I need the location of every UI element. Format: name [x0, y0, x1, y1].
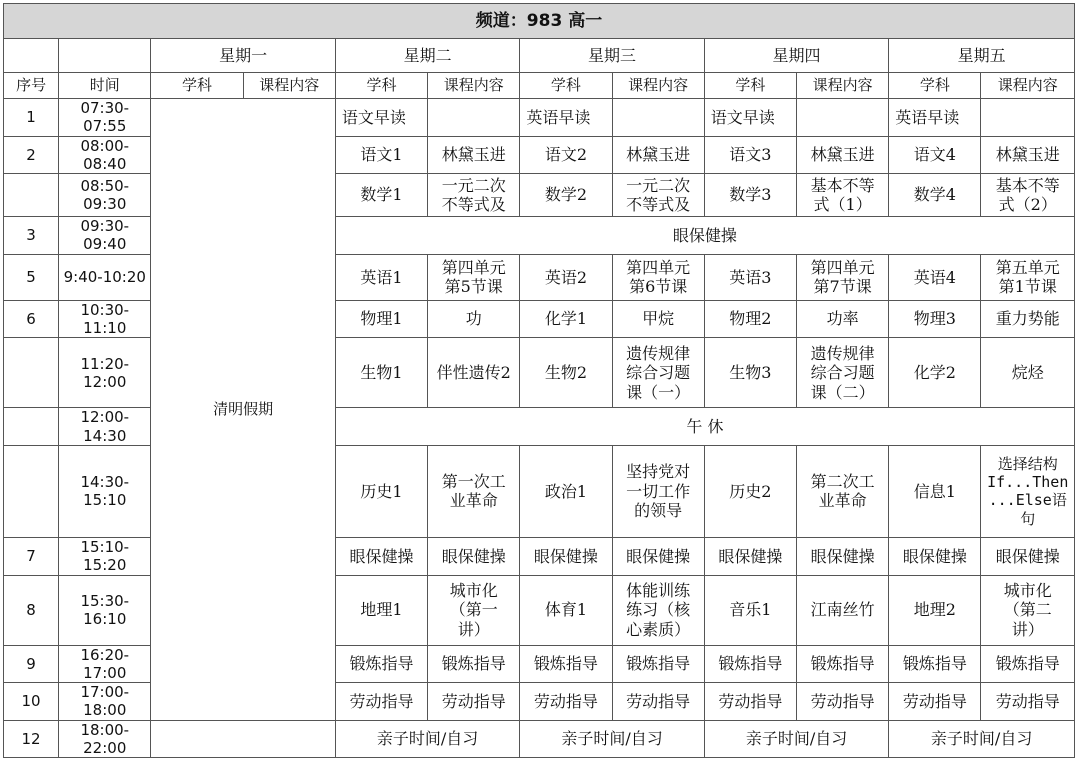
content-cell: 劳动指导: [612, 683, 704, 721]
period-index: [4, 408, 59, 446]
subject-cell: 生物3: [704, 338, 796, 408]
period-time: 08:00-08:40: [59, 136, 151, 174]
period-time: 15:30-16:10: [59, 575, 151, 645]
subject-cell: 物理1: [335, 300, 427, 338]
subject-header: 学科: [704, 73, 796, 99]
period-time: 09:30-09:40: [59, 217, 151, 255]
subject-cell: 英语4: [889, 254, 981, 300]
subject-cell: 眼保健操: [889, 537, 981, 575]
subject-cell: 眼保健操: [704, 537, 796, 575]
period-time: 08:50-09:30: [59, 174, 151, 217]
content-cell: 选择结构 If...Then ...Else语 句: [981, 445, 1075, 537]
subject-cell: 锻炼指导: [335, 645, 427, 683]
period-time: 10:30-11:10: [59, 300, 151, 338]
evening-activity-cell: 亲子时间/自习: [889, 720, 1075, 758]
content-cell: 劳动指导: [428, 683, 520, 721]
subject-header: 学科: [520, 73, 612, 99]
content-header: 课程内容: [428, 73, 520, 99]
content-cell: 眼保健操: [612, 537, 704, 575]
period-index: 1: [4, 99, 59, 137]
content-cell: 体能训练 练习（核 心素质）: [612, 575, 704, 645]
title-row: [4, 4, 1075, 39]
header-blank: [4, 39, 59, 73]
content-cell: 林黛玉进: [612, 136, 704, 174]
period-index: [4, 174, 59, 217]
period-time: 12:00-14:30: [59, 408, 151, 446]
subject-cell: 劳动指导: [520, 683, 612, 721]
evening-activity-cell: 亲子时间/自习: [704, 720, 888, 758]
subject-cell: 语文4: [889, 136, 981, 174]
content-header: 课程内容: [797, 73, 889, 99]
subject-cell: 物理3: [889, 300, 981, 338]
subject-cell: 英语2: [520, 254, 612, 300]
subject-cell: 劳动指导: [335, 683, 427, 721]
channel-title: 频道：983 高一: [4, 4, 1075, 39]
day-header: 星期四: [704, 39, 888, 73]
content-cell: 坚持党对 一切工作 的领导: [612, 445, 704, 537]
period-time: 11:20-12:00: [59, 338, 151, 408]
subject-cell: 音乐1: [704, 575, 796, 645]
subject-cell: 眼保健操: [520, 537, 612, 575]
subject-cell: 地理1: [335, 575, 427, 645]
subject-cell: 数学3: [704, 174, 796, 217]
subject-cell: 数学4: [889, 174, 981, 217]
content-cell: 基本不等 式（1）: [797, 174, 889, 217]
period-time: 14:30-15:10: [59, 445, 151, 537]
period-index: 2: [4, 136, 59, 174]
subject-cell: 英语3: [704, 254, 796, 300]
content-cell: 第二次工 业革命: [797, 445, 889, 537]
subject-cell: 历史1: [335, 445, 427, 537]
index-header: 序号: [4, 73, 59, 99]
subject-cell: 历史2: [704, 445, 796, 537]
early-reading-cell: 英语早读: [889, 99, 981, 137]
period-index: 8: [4, 575, 59, 645]
empty-cell: [981, 99, 1075, 137]
period-index: [4, 445, 59, 537]
content-cell: 林黛玉进: [428, 136, 520, 174]
subject-cell: 劳动指导: [704, 683, 796, 721]
empty-cell: [612, 99, 704, 137]
evening-activity-cell: 亲子时间/自习: [520, 720, 704, 758]
content-cell: 甲烷: [612, 300, 704, 338]
content-cell: 第四单元 第7节课: [797, 254, 889, 300]
period-time: 07:30-07:55: [59, 99, 151, 137]
schedule-row: [4, 99, 1075, 137]
content-cell: 烷烃: [981, 338, 1075, 408]
period-time: 17:00-18:00: [59, 683, 151, 721]
column-header-row: [4, 73, 1075, 99]
content-cell: 第四单元 第5节课: [428, 254, 520, 300]
subject-header: 学科: [151, 73, 243, 99]
content-cell: 江南丝竹: [797, 575, 889, 645]
subject-cell: 化学2: [889, 338, 981, 408]
subject-cell: 英语1: [335, 254, 427, 300]
day-header-row: [4, 39, 1075, 73]
subject-cell: 数学1: [335, 174, 427, 217]
content-cell: 劳动指导: [797, 683, 889, 721]
content-cell: 第四单元 第6节课: [612, 254, 704, 300]
day-header: 星期三: [520, 39, 704, 73]
content-cell: 伴性遗传2: [428, 338, 520, 408]
early-reading-cell: 语文早读: [335, 99, 427, 137]
empty-cell: [428, 99, 520, 137]
subject-cell: 生物1: [335, 338, 427, 408]
subject-cell: 眼保健操: [335, 537, 427, 575]
early-reading-cell: 语文早读: [704, 99, 796, 137]
content-cell: 锻炼指导: [428, 645, 520, 683]
content-cell: 第五单元 第1节课: [981, 254, 1075, 300]
period-index: 7: [4, 537, 59, 575]
period-time: 16:20-17:00: [59, 645, 151, 683]
subject-cell: 化学1: [520, 300, 612, 338]
early-reading-cell: 英语早读: [520, 99, 612, 137]
header-blank: [59, 39, 151, 73]
subject-header: 学科: [889, 73, 981, 99]
subject-cell: 数学2: [520, 174, 612, 217]
evening-activity-cell: 亲子时间/自习: [335, 720, 519, 758]
subject-header: 学科: [335, 73, 427, 99]
content-cell: 眼保健操: [981, 537, 1075, 575]
day-header: 星期五: [889, 39, 1075, 73]
subject-cell: 语文2: [520, 136, 612, 174]
content-cell: 锻炼指导: [797, 645, 889, 683]
period-index: 6: [4, 300, 59, 338]
content-cell: 遗传规律 综合习题 课（一）: [612, 338, 704, 408]
content-header: 课程内容: [612, 73, 704, 99]
monday-holiday-note: 清明假期: [151, 99, 335, 721]
day-header: 星期二: [335, 39, 519, 73]
content-cell: 基本不等 式（2）: [981, 174, 1075, 217]
time-header: 时间: [59, 73, 151, 99]
content-cell: 第一次工 业革命: [428, 445, 520, 537]
subject-cell: 锻炼指导: [704, 645, 796, 683]
period-index: [4, 338, 59, 408]
subject-cell: 语文1: [335, 136, 427, 174]
period-time: 15:10-15:20: [59, 537, 151, 575]
subject-cell: 地理2: [889, 575, 981, 645]
period-index: 3: [4, 217, 59, 255]
content-cell: 城市化 （第二 讲）: [981, 575, 1075, 645]
full-width-activity: 午 休: [335, 408, 1074, 446]
empty-cell: [797, 99, 889, 137]
content-cell: 重力势能: [981, 300, 1075, 338]
period-time: 9:40-10:20: [59, 254, 151, 300]
content-cell: 一元二次 不等式及: [428, 174, 520, 217]
subject-cell: 政治1: [520, 445, 612, 537]
content-cell: 锻炼指导: [981, 645, 1075, 683]
content-cell: 功: [428, 300, 520, 338]
period-index: 10: [4, 683, 59, 721]
period-time: 18:00-22:00: [59, 720, 151, 758]
subject-cell: 物理2: [704, 300, 796, 338]
content-cell: 一元二次 不等式及: [612, 174, 704, 217]
subject-cell: 锻炼指导: [520, 645, 612, 683]
subject-cell: 信息1: [889, 445, 981, 537]
day-header: 星期一: [151, 39, 335, 73]
content-header: 课程内容: [243, 73, 335, 99]
content-cell: 功率: [797, 300, 889, 338]
period-index: 12: [4, 720, 59, 758]
empty-cell: [151, 720, 335, 758]
schedule-row: [4, 720, 1075, 758]
content-header: 课程内容: [981, 73, 1075, 99]
subject-cell: 生物2: [520, 338, 612, 408]
content-cell: 遗传规律 综合习题 课（二）: [797, 338, 889, 408]
subject-cell: 锻炼指导: [889, 645, 981, 683]
period-index: 9: [4, 645, 59, 683]
content-cell: 劳动指导: [981, 683, 1075, 721]
content-cell: 眼保健操: [428, 537, 520, 575]
content-cell: 眼保健操: [797, 537, 889, 575]
period-index: 5: [4, 254, 59, 300]
subject-cell: 语文3: [704, 136, 796, 174]
schedule-table: [3, 3, 1075, 758]
subject-cell: 体育1: [520, 575, 612, 645]
content-cell: 锻炼指导: [612, 645, 704, 683]
content-cell: 林黛玉进: [981, 136, 1075, 174]
content-cell: 林黛玉进: [797, 136, 889, 174]
subject-cell: 劳动指导: [889, 683, 981, 721]
full-width-activity: 眼保健操: [335, 217, 1074, 255]
content-cell: 城市化 （第一 讲）: [428, 575, 520, 645]
